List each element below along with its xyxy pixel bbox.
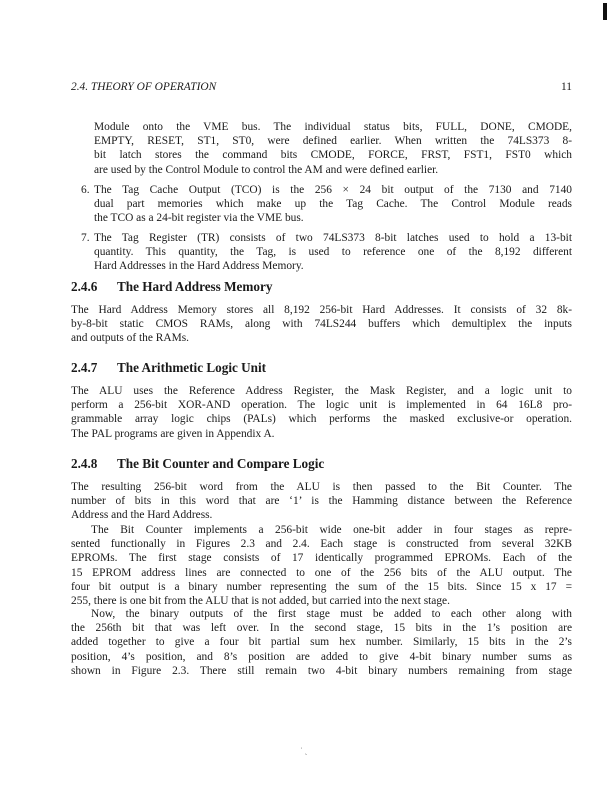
text-line: The Bit Counter implements a 256-bit wide one-bit adder in four stages as repre- — [91, 524, 572, 536]
text-line: sented functionally in Figures 2.3 and 2.4. Each stage is constructed from several 32KB — [71, 538, 572, 551]
list-item-body — [94, 231, 572, 274]
text-line: 255, there is one bit from the ALU that is not added, but carried into the next stage. — [71, 594, 450, 607]
section-title: The Hard Address Memory — [117, 279, 273, 294]
text-line: and outputs of the RAMs. — [71, 332, 190, 345]
section-heading — [71, 279, 272, 295]
paragraph — [71, 384, 572, 441]
page-number: 11 — [561, 81, 572, 93]
text-line: bit latch stores the command bits CMODE, FORCE, FRST, FST1, FST0 which — [94, 149, 572, 162]
paragraph — [71, 303, 572, 346]
text-line: The ALU uses the Reference Address Register, the Mask Register, and a logic unit to — [71, 385, 572, 397]
section-heading — [71, 456, 324, 472]
scan-artifact-mark — [603, 3, 607, 20]
text-line: grammable array logic chips (PALs) which performs the masked exclusive-or operation. — [71, 413, 572, 426]
text-line: shown in Figure 2.3. There still remain two 4-bit binary numbers remaining from stage — [71, 664, 572, 677]
text-line: position, 4’s position, and 8’s position are added to give 4-bit binary number sums as — [71, 650, 572, 663]
text-line: EMPTY, RESET, ST1, ST0, were defined earlier. When written the 74LS373 8- — [94, 135, 572, 148]
text-line: the TCO as a 24-bit register via the VME bus. — [94, 212, 304, 225]
paragraph — [94, 120, 572, 177]
text-line: Module onto the VME bus. The individual status bits, FULL, DONE, CMODE, — [94, 121, 572, 133]
section-heading — [71, 360, 266, 376]
text-line: The resulting 256-bit word from the ALU is then passed to the Bit Counter. The — [71, 481, 572, 493]
section-title: 2.4. THEORY OF OPERATION — [71, 81, 217, 93]
text-line: The Hard Address Memory stores all 8,192 256-bit Hard Addresses. It consists of 32 8k- — [71, 304, 572, 316]
text-line: The PAL programs are given in Appendix A. — [71, 427, 275, 440]
text-line: the 256th bit that was left over. In the second stage, 15 bits in the 1’s position are — [71, 622, 572, 635]
section-number: 2.4.8 — [71, 456, 98, 471]
scan-specks: ˙ ˏ — [300, 746, 308, 755]
section-number: 2.4.6 — [71, 279, 98, 294]
text-line: dual part memories which make up the Tag Cache. The Control Module reads — [94, 198, 572, 211]
paragraph — [71, 607, 572, 678]
list-item — [81, 183, 572, 226]
text-line: perform a 256-bit XOR-AND operation. The logic unit is implemented in 64 16L8 pro- — [71, 399, 572, 412]
text-line: Now, the binary outputs of the first stage must be added to each other along with — [91, 608, 572, 620]
paragraph — [71, 523, 572, 608]
paragraph — [71, 480, 572, 523]
list-item-body — [94, 183, 572, 226]
list-item-number: 7. — [81, 232, 90, 244]
text-line: Address and the Hard Address. — [71, 509, 213, 522]
section-title: The Bit Counter and Compare Logic — [117, 456, 325, 471]
text-line: EPROMs. The first stage consists of 17 identically programmed EPROMs. Each of the — [71, 552, 572, 565]
text-line: are used by the Control Module to control the AM and were defined earlier. — [94, 163, 439, 176]
text-line: 15 EPROM address lines are connected to one of the 256 bits of the ALU output. The — [71, 566, 572, 579]
text-line: quantity. This quantity, the Tag, is used to reference one of the 8,192 different — [94, 246, 572, 259]
section-title: The Arithmetic Logic Unit — [117, 360, 267, 375]
list-item — [81, 231, 572, 274]
text-line: added together to give a four bit partial sum hex number. Similarly, 15 bits in the 2’s — [71, 636, 572, 649]
text-line: The Tag Register (TR) consists of two 74LS373 8-bit latches used to hold a 13-bit — [94, 232, 572, 244]
running-header — [71, 81, 572, 93]
text-line: number of bits in this word that are ‘1’ is the Hamming distance between the Reference — [71, 495, 572, 508]
section-number: 2.4.7 — [71, 360, 98, 375]
text-line: Hard Addresses in the Hard Address Memory. — [94, 260, 304, 273]
text-line: The Tag Cache Output (TCO) is the 256 × 24 bit output of the 7130 and 7140 — [94, 184, 572, 196]
list-item-number: 6. — [81, 184, 90, 196]
text-line: by-8-bit static CMOS RAMs, along with 74LS244 buffers which demultiplex the inputs — [71, 318, 572, 331]
text-line: four bit output is a binary number representing the sum of the 15 bits. Since 15 x 17 = — [71, 580, 572, 593]
